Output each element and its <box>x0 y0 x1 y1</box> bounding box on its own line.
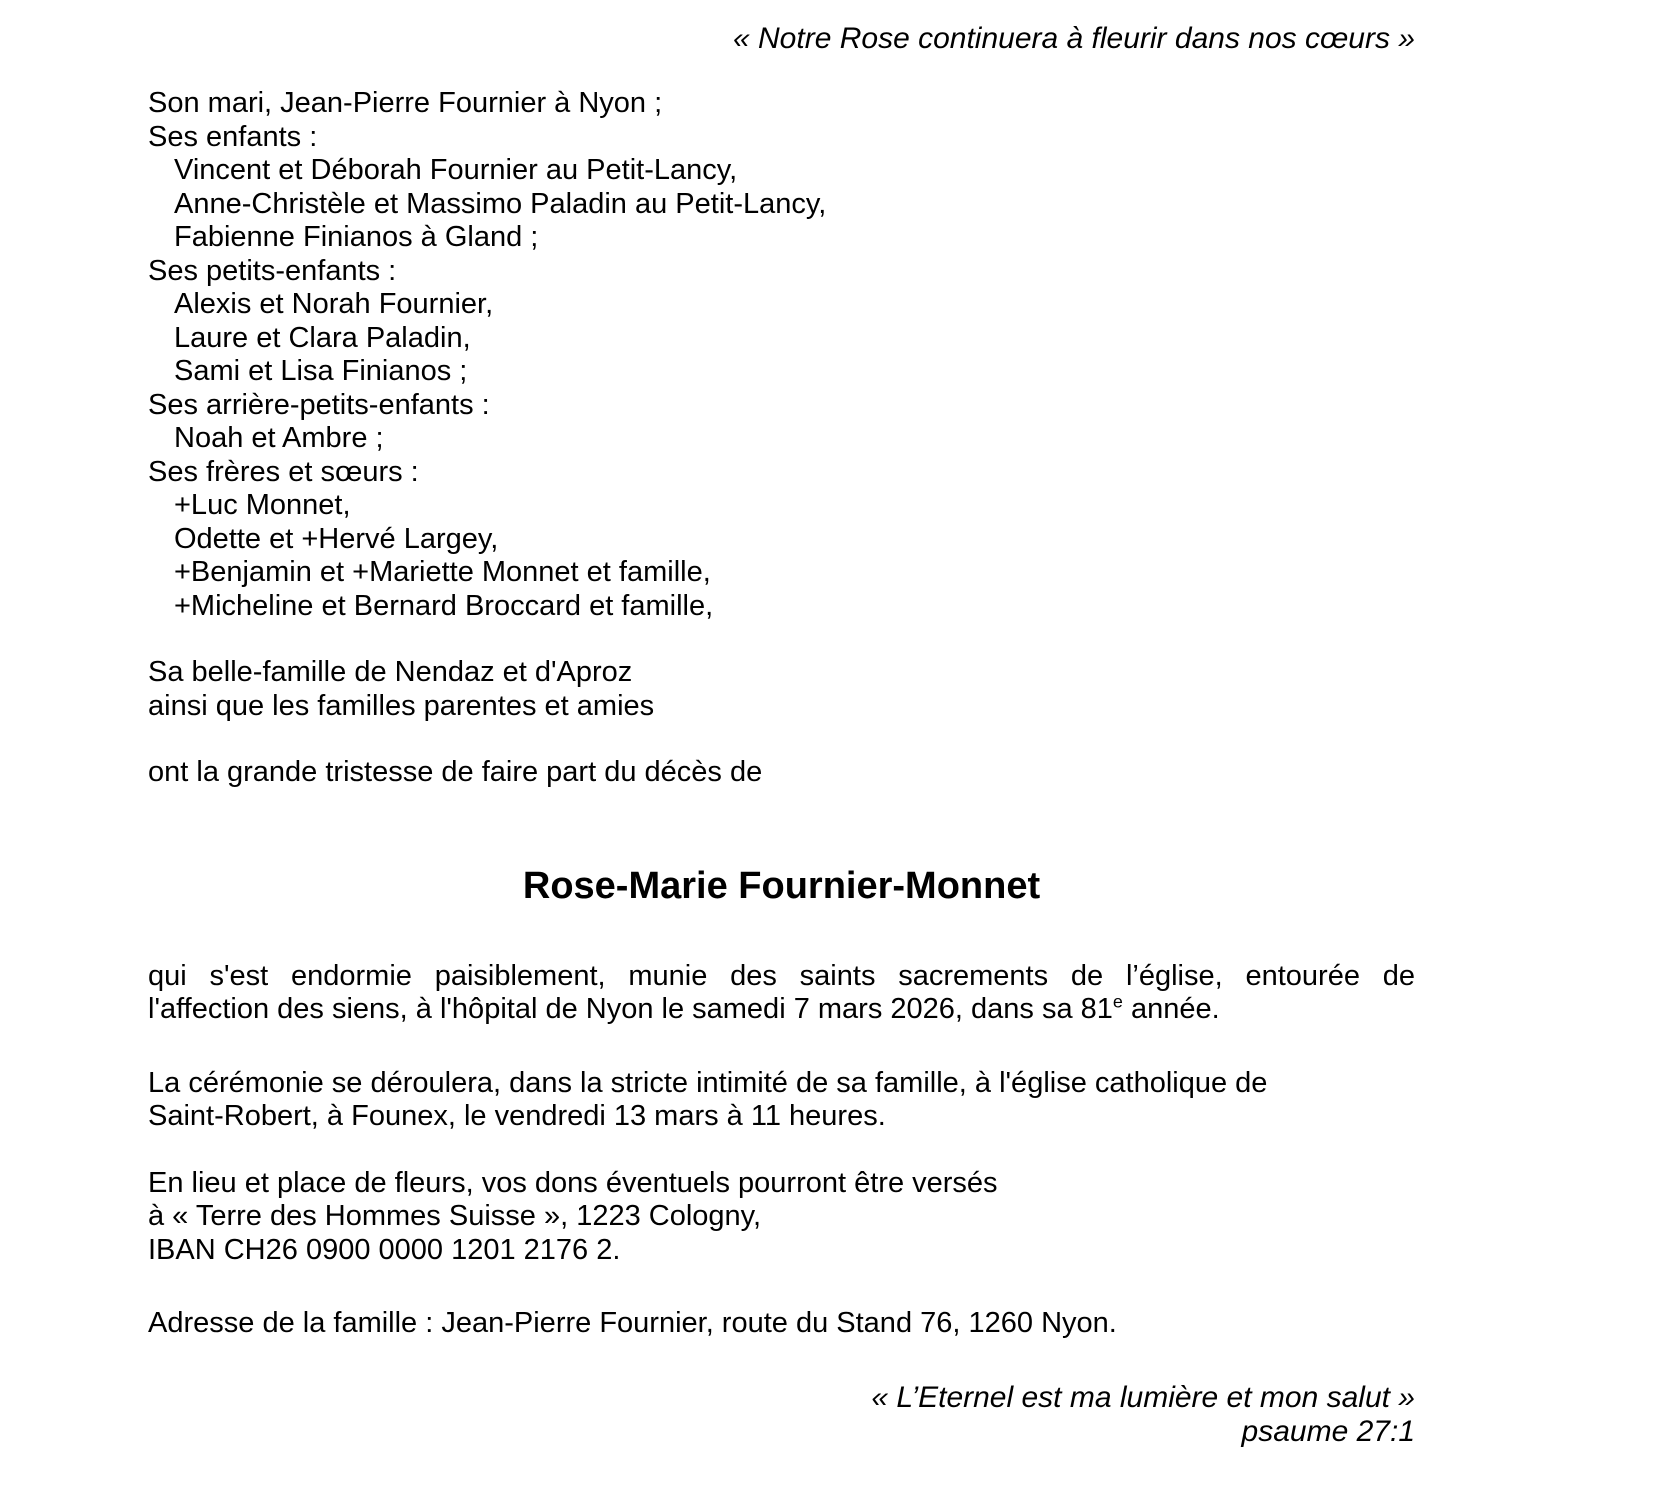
family-address: Adresse de la famille : Jean-Pierre Fournier, route du Stand 76, 1260 Nyon. <box>148 1307 1117 1339</box>
donations-line: à « Terre des Hommes Suisse », 1223 Cologny, <box>148 1200 762 1232</box>
relative-line: Laure et Clara Paladin, <box>174 321 471 354</box>
relative-line: Noah et Ambre ; <box>174 422 384 454</box>
relative-line: Ses arrière-petits-enfants : <box>148 388 490 421</box>
donations-block <box>148 1167 1415 1268</box>
relative-line: Ses frères et sœurs : <box>148 455 419 488</box>
ordinal-superscript: e <box>1112 991 1123 1012</box>
ceremony-paragraph <box>148 1067 1415 1134</box>
relative-line: Odette et +Hervé Largey, <box>174 522 499 555</box>
memorial-quote-top: « Notre Rose continuera à fleurir dans nos cœurs » <box>733 22 1415 55</box>
relative-line: +Luc Monnet, <box>174 489 351 521</box>
in-laws-line: Sa belle-famille de Nendaz et d'Aproz <box>148 656 633 688</box>
memorial-quote-bottom: « L’Eternel est ma lumière et mon salut » <box>871 1380 1415 1414</box>
relative-line: Sami et Lisa Finianos ; <box>174 355 468 387</box>
death-details-line2-text: l'affection des siens, à l'hôpital de Nyon le samedi 7 mars 2026, dans sa 81 <box>148 993 1113 1025</box>
relative-line: Fabienne Finianos à Gland ; <box>174 221 539 253</box>
relatives-list <box>148 87 1415 623</box>
death-details-line1: qui s'est endormie paisiblement, munie des saints sacrements de l’église, entourée de <box>148 959 1415 992</box>
in-laws-line: ainsi que les familles parentes et amies <box>148 689 655 722</box>
psalm-reference: psaume 27:1 <box>1241 1414 1415 1448</box>
donations-line: En lieu et place de fleurs, vos dons éventuels pourront être versés <box>148 1166 998 1199</box>
death-details-paragraph <box>148 960 1415 1027</box>
memorial-quote-bottom-block <box>148 1381 1415 1449</box>
relative-line: Ses petits-enfants : <box>148 254 397 287</box>
donations-line: IBAN CH26 0900 0000 1201 2176 2. <box>148 1233 621 1266</box>
relative-line: +Benjamin et +Mariette Monnet et famille, <box>174 556 711 588</box>
deceased-name: Rose-Marie Fournier-Monnet <box>522 864 1041 907</box>
relative-line: +Micheline et Bernard Broccard et famille, <box>174 589 714 622</box>
relative-line: Anne-Christèle et Massimo Paladin au Petit-Lancy, <box>174 187 827 220</box>
relative-line: Alexis et Norah Fournier, <box>174 288 494 320</box>
death-details-line2 <box>148 993 1415 1027</box>
relative-line: Son mari, Jean-Pierre Fournier à Nyon ; <box>148 87 663 119</box>
relative-line: Ses enfants : <box>148 120 318 153</box>
death-details-line2-end: année. <box>1122 993 1220 1025</box>
announcement-line: ont la grande tristesse de faire part du décès de <box>148 756 763 788</box>
in-laws-block <box>148 656 1415 723</box>
ceremony-line2: Saint-Robert, à Founex, le vendredi 13 mars à 11 heures. <box>148 1100 886 1132</box>
ceremony-line1: La cérémonie se déroulera, dans la stricte intimité de sa famille, à l'église catholique de <box>148 1066 1268 1099</box>
relative-line: Vincent et Déborah Fournier au Petit-Lancy, <box>174 154 738 186</box>
